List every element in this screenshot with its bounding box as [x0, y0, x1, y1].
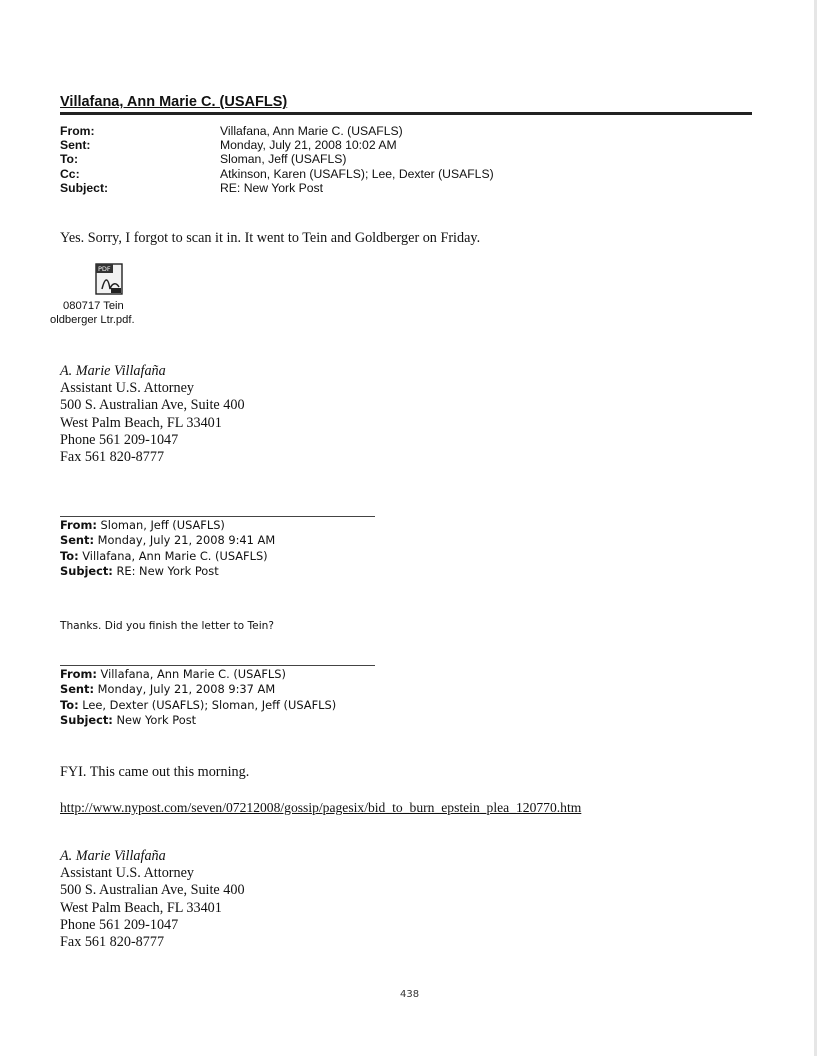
from-label: From:: [60, 124, 95, 138]
attachment-name-line1: 080717 Tein: [63, 300, 124, 312]
sent-value: Monday, July 21, 2008 10:02 AM: [220, 138, 397, 153]
header-subject-row: [60, 181, 494, 195]
subject-value: RE: New York Post: [220, 180, 323, 195]
reply2-sent-row: Sent: Monday, July 21, 2008 9:37 AM: [60, 682, 276, 697]
reply2-to-row: To: Lee, Dexter (USAFLS); Sloman, Jeff (USAFLS): [60, 697, 337, 712]
signature2-address1: 500 S. Australian Ave, Suite 400: [60, 882, 245, 899]
svg-text:PDF: PDF: [98, 265, 111, 273]
signature2-address2: West Palm Beach, FL 33401: [60, 899, 222, 916]
signature-address1: 500 S. Australian Ave, Suite 400: [60, 397, 245, 414]
email-header: [60, 124, 494, 195]
reply-separator-2: [60, 665, 375, 666]
header-from-row: [60, 124, 494, 138]
signature2-title: Assistant U.S. Attorney: [60, 865, 194, 882]
reply2-body: FYI. This came out this morning.: [60, 764, 250, 780]
reply-header-1: [60, 518, 275, 580]
document-title: Villafana, Ann Marie C. (USAFLS): [60, 94, 288, 110]
from-value: Villafana, Ann Marie C. (USAFLS): [220, 124, 403, 138]
header-cc-row: [60, 167, 494, 181]
signature-title: Assistant U.S. Attorney: [60, 380, 194, 397]
header-sent-row: [60, 138, 494, 152]
reply1-body: Thanks. Did you finish the letter to Tein?: [60, 620, 274, 632]
reply2-subject-row: Subject: New York Post: [60, 713, 197, 728]
nypost-link[interactable]: http://www.nypost.com/seven/07212008/gossip/pagesix/bid_to_burn_epstein_plea_120770.htm: [60, 800, 582, 815]
reply-header-2: [60, 667, 336, 729]
signature-fax: Fax 561 820-8777: [60, 449, 165, 466]
signature2-name: A. Marie Villafaña: [60, 848, 166, 864]
signature2-fax: Fax 561 820-8777: [60, 934, 165, 951]
message-body: Yes. Sorry, I forgot to scan it in. It went to Tein and Goldberger on Friday.: [60, 230, 481, 246]
signature-address2: West Palm Beach, FL 33401: [60, 414, 222, 431]
header-to-row: [60, 152, 494, 166]
to-label: To:: [60, 152, 79, 167]
attachment-name-line2: oldberger Ltr.pdf.: [50, 313, 135, 326]
page-number: 438: [400, 989, 420, 1000]
to-value: Sloman, Jeff (USAFLS): [220, 152, 347, 167]
reply-separator-1: [60, 516, 375, 517]
pdf-file-icon-graphic: [93, 263, 125, 295]
signature-name: A. Marie Villafaña: [60, 363, 166, 379]
cc-label: Cc:: [60, 166, 80, 181]
cc-value: Atkinson, Karen (USAFLS); Lee, Dexter (USAFLS): [220, 166, 494, 181]
sent-label: Sent:: [60, 138, 91, 153]
signature-block-2: [60, 848, 245, 951]
subject-label: Subject:: [60, 180, 109, 195]
signature-phone: Phone 561 209-1047: [60, 431, 179, 448]
pdf-file-icon[interactable]: [93, 263, 125, 295]
reply1-subject-row: Subject: RE: New York Post: [60, 564, 219, 579]
signature2-phone: Phone 561 209-1047: [60, 916, 179, 933]
reply1-sent-row: Sent: Monday, July 21, 2008 9:41 AM: [60, 533, 276, 548]
reply1-from-row: From: Sloman, Jeff (USAFLS): [60, 518, 225, 532]
title-rule: [60, 112, 752, 115]
reply2-from-row: From: Villafana, Ann Marie C. (USAFLS): [60, 667, 286, 681]
attachment-filename[interactable]: [50, 300, 135, 327]
reply1-to-row: To: Villafana, Ann Marie C. (USAFLS): [60, 548, 268, 563]
signature-block-1: [60, 363, 245, 466]
